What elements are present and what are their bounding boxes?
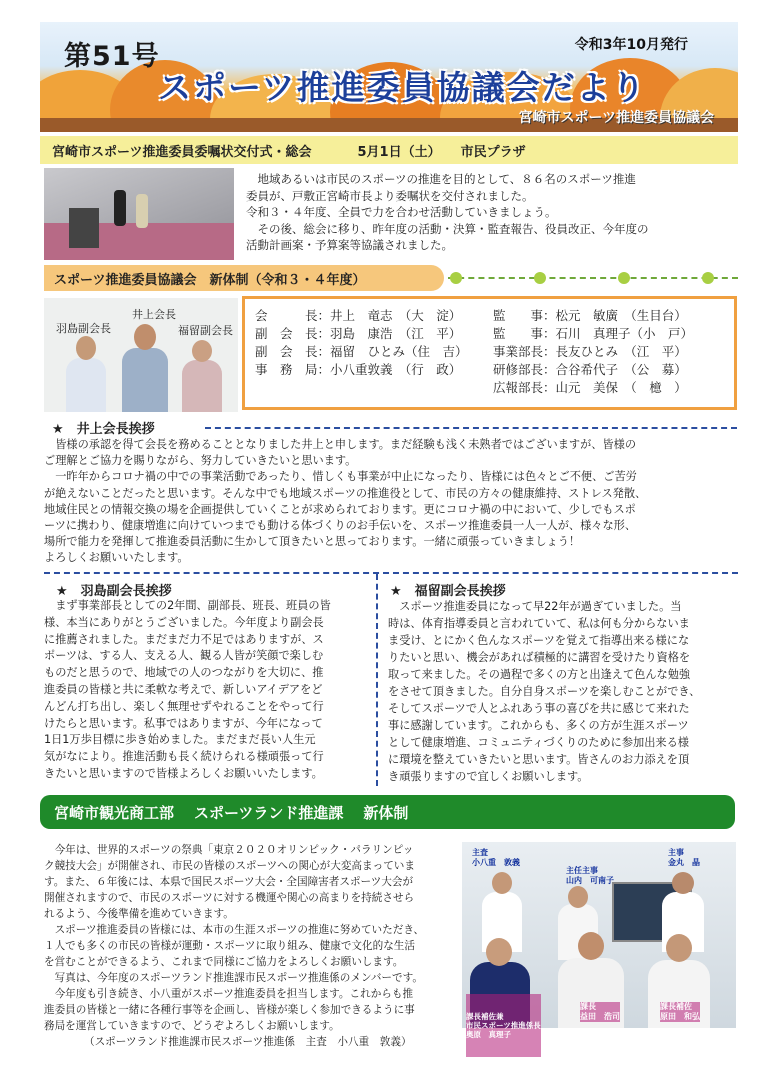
text-line: ーツに携わり、健康増進に向けていつまでも動ける体づくりのお手伝いを、スポーツ推進委員一人一人が、様々な形、 <box>44 519 637 533</box>
person-figure <box>182 360 222 412</box>
hashima-text <box>44 598 372 783</box>
text-line: 皆様の承認を得て会長を務めることとなりました井上と申します。まだ経験も浅く未熟者ではございますが、皆様の <box>44 438 637 451</box>
text-line: 今年は、世界的スポーツの祭典「東京２０２０オリンピック・パラリンピッ <box>44 844 414 856</box>
text-line: に推薦されました。まだまだ力不足ではありますが、ス <box>44 632 324 646</box>
text-line: 場所で能力を発揮して推進委員活動に生かして頂きたいと思っております。一緒に頑張っていきましょう！ <box>44 535 581 549</box>
inoue-text <box>44 437 738 567</box>
dot-marker <box>450 272 462 284</box>
text-line: 事に感謝しています。これからも、多くの方が生涯スポーツ <box>388 719 689 732</box>
city-title-part: 宮崎市観光商工部 <box>54 803 175 822</box>
staff-label: 課長補佐兼 市民スポーツ推進係長 奥原 真理子 <box>466 994 541 1057</box>
text-line: ま受け、とにかく色んなスポーツを覚えて指導出来る様にな <box>388 634 690 647</box>
text-line: として健康増進、コミュニティづくりのために参加出来る様 <box>388 736 689 749</box>
person-head <box>76 336 96 360</box>
text-line: 委員が、戸敷正宮崎市長より委嘱状を交付されました。 <box>246 188 534 203</box>
text-line: 取って来ました。その過程で多くの方と出逢えて色んな勉強 <box>388 668 691 681</box>
city-title-part: スポーツランド推進課 <box>194 803 344 822</box>
text-line: 写真は、今年度のスポーツランド推進課市民スポーツ推進係のメンバーです。 <box>44 972 423 984</box>
ceremony-photo <box>44 168 234 260</box>
text-line: 地域あるいは市民のスポーツの推進を目的として、８６名のスポーツ推進 <box>246 172 636 186</box>
dashed-divider <box>205 427 737 429</box>
roster-row: 監 事：松元 敏廣 （生目台） <box>493 308 687 323</box>
roster-row: 研修部長：合谷希代子 （公 募） <box>493 362 687 377</box>
roster-right <box>493 307 693 397</box>
issue-number: 第51号 <box>64 41 160 72</box>
text-line: よろしくお願いいたします。 <box>44 551 189 565</box>
photo-label: 羽島副会長 <box>56 322 111 335</box>
text-line: 気がなにより。推進活動も長く続けられる様頑張って行 <box>44 750 324 764</box>
person-figure <box>136 194 148 228</box>
dotted-line <box>448 277 738 279</box>
staff-photo <box>462 842 736 1039</box>
text-line: が絶えないことだったと思います。そんな中でも地域スポーツの推進役として、市民の方々の健康維持、ストレス発散、 <box>44 486 647 500</box>
roster-row: 副 会 長：羽島 康浩 （江 平） <box>255 326 462 341</box>
text-line: 進委員の皆様と一緒に各種行事等を企画し、皆様が楽しく参加できるように事 <box>44 1004 415 1016</box>
text-line: に環境を整えていきたいと思います。皆さんのお力添えを頂 <box>388 753 690 766</box>
city-text <box>44 842 460 1050</box>
publish-date: 令和3年10月発行 <box>574 37 688 53</box>
header-banner <box>40 22 738 132</box>
text-line: 今年度も引き続き、小八重がスポーツ推進委員を担当します。これからも推 <box>44 988 414 1000</box>
text-line: 地域住民との情報交換の場を企画提供していくことが求められております。更にコロナ禍の中において、少しでもスポ <box>44 502 636 516</box>
text-line: スポーツ推進委員になって早22年が過ぎていました。当 <box>388 600 682 613</box>
person-head <box>666 934 692 962</box>
roster-row: 事業部長：長友ひとみ （江 平） <box>493 344 687 359</box>
staff-label: 主事 金丸 晶 <box>668 848 700 867</box>
officers-photo <box>44 298 238 412</box>
text-line: んどん打ち出し、楽しく無理せずやれることをやって行 <box>44 699 324 713</box>
staff-label: 主任主事 山内 可南子 <box>566 866 614 885</box>
ceremony-place: 市民プラザ <box>460 144 526 160</box>
roster-row: 事 務 局：小八重敦義 （行 政） <box>255 362 462 377</box>
roster-left <box>255 307 468 379</box>
text-line: す。また、６年後には、本県で国民スポーツ大会・全国障害者スポーツ大会が <box>44 876 414 888</box>
ceremony-date: 5月1日（土） <box>357 144 441 160</box>
text-line: れるよう、今後準備を進めていきます。 <box>44 908 234 920</box>
podium <box>69 208 99 248</box>
ceremony-title: 宮崎市スポーツ推進委員委嘱状交付式・総会 <box>52 144 312 160</box>
new-system-bar <box>44 265 444 291</box>
text-line: ご理解とご協力を賜りながら、努力していきたいと思います。 <box>44 454 357 468</box>
staff-label: 主査 小八重 敦義 <box>472 848 520 867</box>
dot-marker <box>534 272 546 284</box>
text-line: 開催されますので、市民のスポーツに対する機運や関心の高まりを持続させら <box>44 892 415 904</box>
person-figure <box>114 190 126 226</box>
dot-marker <box>702 272 714 284</box>
person-head <box>486 938 512 966</box>
text-line: をさせて頂きました。自分自身スポーツを楽しむことができ、 <box>388 685 701 698</box>
text-line: 進委員の皆様と共に柔軟な考えで、新しいアイデアをど <box>44 682 323 696</box>
text-line: 活動計画案・予算案等協議されました。 <box>246 238 453 252</box>
fukudome-heading: ★ 福留副会長挨拶 <box>390 584 506 599</box>
person-head <box>568 886 588 908</box>
dot-marker <box>618 272 630 284</box>
text-line: き頑張りますので宜しくお願いします。 <box>388 770 589 783</box>
text-line: 時は、体育指導委員と言われていて、私は何も分からないま <box>388 617 690 630</box>
newsletter-title: スポーツ推進委員協議会だより <box>158 68 647 107</box>
text-line: 一昨年からコロナ禍の中での事業活動であったり、惜しくも事業が中止になったり、皆様には色々とご不便、ご苦労 <box>44 470 637 484</box>
text-line: １人でも多くの市民の皆様が運動・スポーツに取り組み、健康で文化的な生活 <box>44 940 415 952</box>
text-line: けたらと思います。私事ではありますが、今年になって <box>44 716 323 730</box>
staff-label: 課長 益田 浩司 <box>580 1002 620 1021</box>
person-head <box>192 340 212 362</box>
text-line: そしてスポーツで人とふれあう事の喜びを共に感じて来れた <box>388 702 690 715</box>
hashima-heading: ★ 羽島副会長挨拶 <box>56 584 172 599</box>
city-section-bar <box>40 795 735 829</box>
vertical-divider <box>376 574 378 786</box>
text-line: 令和３・４年度、全員で力を合わせ活動していきましょう。 <box>246 205 557 219</box>
signature-line: （スポーツランド推進課市民スポーツ推進係 主査 小八重 敦義） <box>84 1036 412 1048</box>
text-line: 様、本当にありがとうございました。今年度より副会長 <box>44 615 324 629</box>
text-line: きたいと思いますので皆様よろしくお願いいたします。 <box>44 766 323 780</box>
person-figure <box>66 358 106 412</box>
city-title-part: 新体制 <box>363 803 409 822</box>
person-head <box>134 324 156 350</box>
fukudome-text <box>388 598 738 785</box>
text-line: ク競技大会」が開催され、市民の皆様のスポーツへの関心が大変高まっていま <box>44 860 415 872</box>
inoue-heading: ★ 井上会長挨拶 <box>52 422 155 437</box>
person-head <box>578 932 604 960</box>
roster-row: 会 長：井上 竜志 （大 淀） <box>255 308 462 323</box>
text-line: 1日1万歩目標に歩き始めました。まだまだ長い人生元 <box>44 733 316 747</box>
ceremony-bar <box>40 136 738 164</box>
dashed-divider <box>44 572 738 574</box>
text-line: まず事業部長としての2年間、副部長、班長、班員の皆 <box>44 599 331 612</box>
person-figure <box>122 348 168 412</box>
staff-label: 課長補佐 原田 和弘 <box>660 1002 700 1021</box>
text-line: スポーツ推進委員の皆様には、本市の生涯スポーツの推進に努めていただき、 <box>44 924 425 936</box>
roster-row: 広報部長：山元 美保 （ 檍 ） <box>493 380 687 395</box>
person-head <box>492 872 512 894</box>
text-line: りたいと思い、機会があれば積極的に講習を受けたり資格を <box>388 651 691 664</box>
roster-row: 監 事：石川 真理子（小 戸） <box>493 326 694 341</box>
text-line: その後、総会に移り、昨年度の活動・決算・監査報告、役員改正、今年度の <box>246 221 649 236</box>
organization-name: 宮崎市スポーツ推進委員協議会 <box>518 110 714 126</box>
new-system-title: スポーツ推進委員協議会 新体制（令和３・４年度） <box>54 272 366 288</box>
ceremony-text <box>246 171 736 254</box>
officer-roster <box>242 296 737 410</box>
person-head <box>672 872 694 894</box>
photo-label: 井上会長 <box>132 308 176 321</box>
roster-row: 副 会 長：福留 ひとみ（住 吉） <box>255 344 468 359</box>
text-line: を営むことができるよう、これまで同様にご協力をよろしくお願いします。 <box>44 956 404 968</box>
photo-label: 福留副会長 <box>178 324 233 337</box>
text-line: 務局を運営していきますので、どうぞよろしくお願いします。 <box>44 1020 340 1032</box>
text-line: ものだと思うので、地域での人のつながりを大切に、推 <box>44 666 324 680</box>
text-line: ポーツは、する人、支える人、観る人皆が笑顔で楽しむ <box>44 649 324 663</box>
